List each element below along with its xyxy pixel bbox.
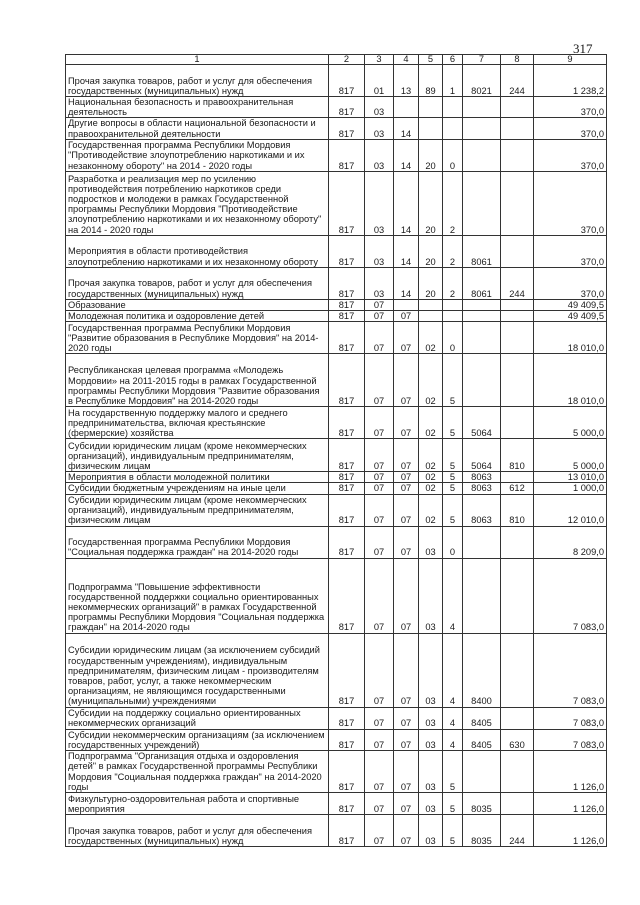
code-6: 5 [443, 354, 463, 407]
code-2: 817 [329, 354, 365, 407]
row-amount: 13 010,0 [534, 472, 607, 483]
row-name: Субсидии бюджетным учреждениям на иные цели [66, 483, 329, 494]
row-amount: 8 209,0 [534, 526, 607, 558]
code-4: 07 [394, 322, 419, 354]
code-8: 244 [501, 815, 534, 847]
code-8: 810 [501, 494, 534, 526]
code-4: 07 [394, 793, 419, 815]
code-3: 07 [365, 483, 394, 494]
code-8 [501, 526, 534, 558]
code-7 [463, 526, 501, 558]
code-8 [501, 299, 534, 310]
code-7 [463, 118, 501, 139]
row-name: Государственная программа Республики Мордовия "Противодействие злоупотреблению наркотиками и их незаконному обороту" на 2014 - 2020 годы [66, 139, 329, 171]
row-amount: 5 000,0 [534, 439, 607, 472]
code-7 [463, 751, 501, 793]
code-4: 07 [394, 439, 419, 472]
code-8 [501, 407, 534, 439]
code-7: 8035 [463, 815, 501, 847]
code-2: 817 [329, 322, 365, 354]
code-2: 817 [329, 65, 365, 97]
table-row [66, 751, 607, 793]
code-2: 817 [329, 439, 365, 472]
code-3: 07 [365, 707, 394, 729]
code-2: 817 [329, 311, 365, 322]
row-name: Субсидии юридическим лицам (за исключением субсидий государственным учреждениям), индивидуальным предпринимателям, физическим лицам - производителям товаров, работ, услуг, а также некоммерческим организациям, не являющимся государственными (муниципальными) учреждениями [66, 633, 329, 707]
table-row [66, 354, 607, 407]
code-4: 07 [394, 558, 419, 633]
code-6: 2 [443, 267, 463, 299]
code-5: 02 [419, 494, 443, 526]
row-amount: 370,0 [534, 139, 607, 171]
code-4: 07 [394, 815, 419, 847]
code-5: 02 [419, 407, 443, 439]
code-2: 817 [329, 729, 365, 750]
table-row [66, 299, 607, 310]
row-name: Физкультурно-оздоровительная работа и спортивные мероприятия [66, 793, 329, 815]
code-3: 01 [365, 65, 394, 97]
code-3: 07 [365, 558, 394, 633]
code-3: 07 [365, 407, 394, 439]
code-2: 817 [329, 751, 365, 793]
code-3: 07 [365, 633, 394, 707]
code-2: 817 [329, 171, 365, 235]
row-amount: 1 000,0 [534, 483, 607, 494]
header-cell: 7 [463, 55, 501, 65]
row-name: Государственная программа Республики Мордовия "Социальная поддержка граждан" на 2014-2020 годы [66, 526, 329, 558]
row-amount: 7 083,0 [534, 729, 607, 750]
code-7 [463, 139, 501, 171]
code-3: 03 [365, 97, 394, 118]
table-row [66, 118, 607, 139]
table-row [66, 815, 607, 847]
code-2: 817 [329, 707, 365, 729]
row-name: Республиканская целевая программа «Молодежь Мордовии» на 2011-2015 годы в рамках Государственной программы Республики Мордовия "Развитие образования в Республике Мордовия" на 2014-2020 годы [66, 354, 329, 407]
code-6: 4 [443, 633, 463, 707]
table-row [66, 729, 607, 750]
code-8 [501, 751, 534, 793]
header-cell: 8 [501, 55, 534, 65]
code-4: 07 [394, 407, 419, 439]
code-8 [501, 472, 534, 483]
code-6 [443, 97, 463, 118]
code-3: 03 [365, 118, 394, 139]
row-name: Мероприятия в области молодежной политики [66, 472, 329, 483]
code-5 [419, 118, 443, 139]
header-cell: 2 [329, 55, 365, 65]
code-6: 0 [443, 322, 463, 354]
code-7: 8061 [463, 267, 501, 299]
page-number: 317 [573, 41, 593, 56]
row-name: Образование [66, 299, 329, 310]
header-cell: 5 [419, 55, 443, 65]
code-8 [501, 311, 534, 322]
code-4: 07 [394, 494, 419, 526]
code-6: 0 [443, 139, 463, 171]
code-8 [501, 354, 534, 407]
code-6: 5 [443, 407, 463, 439]
code-6: 1 [443, 65, 463, 97]
code-3: 07 [365, 815, 394, 847]
code-5: 03 [419, 558, 443, 633]
code-8 [501, 633, 534, 707]
row-amount: 1 238,2 [534, 65, 607, 97]
header-cell: 4 [394, 55, 419, 65]
budget-table [65, 54, 607, 847]
code-4: 07 [394, 354, 419, 407]
code-5 [419, 299, 443, 310]
row-amount: 18 010,0 [534, 354, 607, 407]
code-8: 244 [501, 65, 534, 97]
code-8 [501, 793, 534, 815]
code-6: 5 [443, 793, 463, 815]
code-4: 07 [394, 729, 419, 750]
code-4: 07 [394, 483, 419, 494]
code-7 [463, 322, 501, 354]
code-4: 14 [394, 235, 419, 267]
code-7 [463, 299, 501, 310]
code-7: 8035 [463, 793, 501, 815]
code-6: 0 [443, 526, 463, 558]
table-row [66, 472, 607, 483]
code-8: 630 [501, 729, 534, 750]
table-row [66, 483, 607, 494]
code-8 [501, 707, 534, 729]
code-8 [501, 139, 534, 171]
code-2: 817 [329, 235, 365, 267]
code-5: 02 [419, 439, 443, 472]
row-name: Подпрограмма "Организация отдыха и оздоровления детей" в рамках Государственной программы Республики Мордовия "Социальная поддержка граждан" на 2014-2020 годы [66, 751, 329, 793]
code-3: 07 [365, 311, 394, 322]
code-7: 8400 [463, 633, 501, 707]
code-5: 02 [419, 354, 443, 407]
code-5: 20 [419, 267, 443, 299]
row-name: Прочая закупка товаров, работ и услуг для обеспечения государственных (муниципальных) нужд [66, 65, 329, 97]
code-6: 5 [443, 815, 463, 847]
header-cell: 6 [443, 55, 463, 65]
row-name: Молодежная политика и оздоровление детей [66, 311, 329, 322]
code-4: 14 [394, 267, 419, 299]
code-2: 817 [329, 139, 365, 171]
code-5: 02 [419, 472, 443, 483]
code-2: 817 [329, 793, 365, 815]
code-3: 07 [365, 751, 394, 793]
code-7: 8063 [463, 472, 501, 483]
code-5: 02 [419, 483, 443, 494]
code-2: 817 [329, 407, 365, 439]
code-4: 07 [394, 751, 419, 793]
row-name: Другие вопросы в области национальной безопасности и правоохранительной деятельности [66, 118, 329, 139]
code-4: 07 [394, 707, 419, 729]
code-5 [419, 311, 443, 322]
row-amount: 1 126,0 [534, 751, 607, 793]
code-5: 03 [419, 793, 443, 815]
code-5: 03 [419, 633, 443, 707]
code-8 [501, 171, 534, 235]
code-8 [501, 322, 534, 354]
code-3: 03 [365, 235, 394, 267]
table-row [66, 139, 607, 171]
row-name: Субсидии некоммерческим организациям (за исключением государственных учреждений) [66, 729, 329, 750]
code-5: 03 [419, 729, 443, 750]
row-amount: 370,0 [534, 267, 607, 299]
code-5: 03 [419, 815, 443, 847]
row-amount: 7 083,0 [534, 633, 607, 707]
code-2: 817 [329, 267, 365, 299]
code-6: 5 [443, 751, 463, 793]
row-name: На государственную поддержку малого и среднего предпринимательства, включая крестьянские (фермерские) хозяйства [66, 407, 329, 439]
table-row [66, 267, 607, 299]
row-amount: 370,0 [534, 235, 607, 267]
code-5: 03 [419, 751, 443, 793]
row-amount: 370,0 [534, 118, 607, 139]
code-5: 20 [419, 171, 443, 235]
row-name: Разработка и реализация мер по усилению противодействия потреблению наркотиков среди подростков и молодежи в рамках Государственной программы Республики Мордовия "Противодействие злоупотреблению наркотиками и их незаконному обороту" на 2014 - 2020 годы [66, 171, 329, 235]
table-row [66, 65, 607, 97]
code-4: 14 [394, 139, 419, 171]
code-6: 4 [443, 558, 463, 633]
row-amount: 370,0 [534, 171, 607, 235]
code-4 [394, 299, 419, 310]
code-8 [501, 235, 534, 267]
code-4: 13 [394, 65, 419, 97]
row-amount: 7 083,0 [534, 707, 607, 729]
table-row [66, 407, 607, 439]
table-header [66, 55, 607, 65]
code-2: 817 [329, 558, 365, 633]
code-4: 07 [394, 311, 419, 322]
code-8: 244 [501, 267, 534, 299]
row-amount: 1 126,0 [534, 793, 607, 815]
table-row [66, 633, 607, 707]
row-name: Субсидии юридическим лицам (кроме некоммерческих организаций), индивидуальным предпринимателям, физическим лицам [66, 494, 329, 526]
header-cell: 1 [66, 55, 329, 65]
code-2: 817 [329, 472, 365, 483]
row-amount: 370,0 [534, 97, 607, 118]
code-3: 07 [365, 472, 394, 483]
table-row [66, 171, 607, 235]
code-4: 07 [394, 526, 419, 558]
code-6 [443, 118, 463, 139]
code-7 [463, 97, 501, 118]
header-cell: 9 [534, 55, 607, 65]
code-8 [501, 97, 534, 118]
code-7: 8021 [463, 65, 501, 97]
code-2: 817 [329, 299, 365, 310]
row-name: Государственная программа Республики Мордовия "Развитие образования в Республике Мордовия" на 2014-2020 годы [66, 322, 329, 354]
code-2: 817 [329, 494, 365, 526]
row-name: Прочая закупка товаров, работ и услуг для обеспечения государственных (муниципальных) нужд [66, 815, 329, 847]
row-amount: 1 126,0 [534, 815, 607, 847]
code-7: 8405 [463, 729, 501, 750]
row-amount: 49 409,5 [534, 299, 607, 310]
code-6: 5 [443, 494, 463, 526]
code-8 [501, 558, 534, 633]
code-2: 817 [329, 483, 365, 494]
code-3: 03 [365, 267, 394, 299]
table-row [66, 707, 607, 729]
row-name: Подпрограмма "Повышение эффективности государственной поддержки социально ориентированных некоммерческих организаций" в рамках Государственной программы Республики Мордовия "Социальная поддержка граждан" на 2014-2020 годы [66, 558, 329, 633]
code-2: 817 [329, 526, 365, 558]
table-row [66, 526, 607, 558]
code-4: 07 [394, 633, 419, 707]
code-7: 8063 [463, 483, 501, 494]
code-2: 817 [329, 97, 365, 118]
table-row [66, 494, 607, 526]
code-7 [463, 171, 501, 235]
code-3: 07 [365, 793, 394, 815]
code-3: 07 [365, 299, 394, 310]
code-7: 8063 [463, 494, 501, 526]
row-amount: 12 010,0 [534, 494, 607, 526]
code-7: 8061 [463, 235, 501, 267]
row-amount: 5 000,0 [534, 407, 607, 439]
code-5: 89 [419, 65, 443, 97]
code-6 [443, 299, 463, 310]
code-7: 5064 [463, 407, 501, 439]
row-name: Прочая закупка товаров, работ и услуг для обеспечения государственных (муниципальных) нужд [66, 267, 329, 299]
code-5: 03 [419, 707, 443, 729]
code-5: 03 [419, 526, 443, 558]
code-6: 5 [443, 439, 463, 472]
code-3: 07 [365, 526, 394, 558]
code-5 [419, 97, 443, 118]
header-row [66, 55, 607, 65]
code-7 [463, 311, 501, 322]
code-7: 5064 [463, 439, 501, 472]
header-cell: 3 [365, 55, 394, 65]
code-7 [463, 558, 501, 633]
code-3: 07 [365, 729, 394, 750]
table-row [66, 235, 607, 267]
code-4: 14 [394, 118, 419, 139]
code-8: 810 [501, 439, 534, 472]
code-3: 03 [365, 171, 394, 235]
code-8 [501, 118, 534, 139]
code-2: 817 [329, 815, 365, 847]
row-name: Субсидии юридическим лицам (кроме некоммерческих организаций), индивидуальным предпринимателям, физическим лицам [66, 439, 329, 472]
code-4: 14 [394, 171, 419, 235]
code-6: 4 [443, 729, 463, 750]
code-3: 07 [365, 322, 394, 354]
code-8: 612 [501, 483, 534, 494]
code-2: 817 [329, 633, 365, 707]
table-row [66, 558, 607, 633]
code-4: 07 [394, 472, 419, 483]
table-row [66, 793, 607, 815]
table-row [66, 322, 607, 354]
row-amount: 49 409,5 [534, 311, 607, 322]
code-3: 07 [365, 439, 394, 472]
row-name: Субсидии на поддержку социально ориентированных некоммерческих организаций [66, 707, 329, 729]
table-row [66, 439, 607, 472]
code-3: 03 [365, 139, 394, 171]
code-6: 4 [443, 707, 463, 729]
code-7 [463, 354, 501, 407]
code-6: 5 [443, 483, 463, 494]
code-4 [394, 97, 419, 118]
code-5: 20 [419, 139, 443, 171]
code-5: 20 [419, 235, 443, 267]
row-name: Национальная безопасность и правоохранительная деятельность [66, 97, 329, 118]
code-7: 8405 [463, 707, 501, 729]
code-6: 2 [443, 235, 463, 267]
code-5: 02 [419, 322, 443, 354]
code-6: 2 [443, 171, 463, 235]
table-body [66, 65, 607, 847]
row-amount: 18 010,0 [534, 322, 607, 354]
code-6: 5 [443, 472, 463, 483]
code-6 [443, 311, 463, 322]
code-2: 817 [329, 118, 365, 139]
code-3: 07 [365, 354, 394, 407]
row-name: Мероприятия в области противодействия злоупотреблению наркотиками и их незаконному обороту [66, 235, 329, 267]
table-row [66, 97, 607, 118]
code-3: 07 [365, 494, 394, 526]
table-row [66, 311, 607, 322]
row-amount: 7 083,0 [534, 558, 607, 633]
